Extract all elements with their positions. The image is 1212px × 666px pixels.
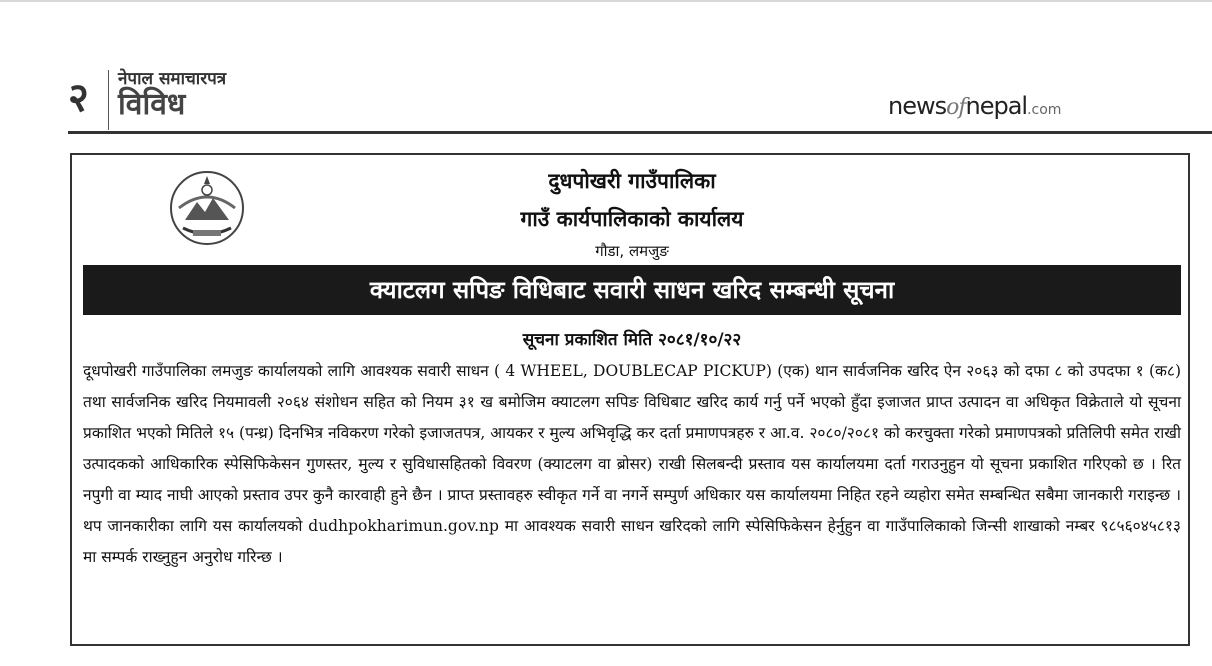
office-location: गौडा, लमजुङ	[595, 242, 669, 260]
logo-nepal: nepal	[965, 92, 1028, 120]
masthead-divider	[108, 70, 109, 130]
notice-body: दूधपोखरी गाउँपालिका लमजुङ कार्यालयको लागि आवश्यक सवारी साधन ( 4 WHEEL, DOUBLECAP PICKUP) (एक) थान सार्वजनिक खरिद ऐन २०६३ को दफा ८ को उपदफा १ (क८) तथा सार्वजनिक खरिद नियमावली २०६४ संशोधन सहित को नियम ३१ ख बमोजिम क्याटलग सपिङ विधिबाट खरिद कार्य गर्नु पर्ने भएको हुँदा इजाजत प्राप्त उत्पादन वा अधिकृत विक्रेताले यो सूचना प्रकाशित भएको मितिले १५ (पन्ध्र) दिनभित्र नविकरण गरेको इजाजतपत्र, आयकर र मुल्य अभिवृद्धि कर दर्ता प्रमाणपत्रहरु र आ.व. २०८०/२०८१ को करचुक्ता गरेको प्रमाणपत्रको प्रतिलिपी समेत राखी उत्पादकको आधिकारिक स्पेसिफिकेसन गुणस्तर, मुल्य र सुविधासहितको विवरण (क्याटलग वा ब्रोसर) राखी सिलबन्दी प्रस्ताव यस कार्यालयमा दर्ता गराउनुहुन यो सूचना प्रकाशित गरिएको छ । रित नपुगी वा म्याद नाघी आएको प्रस्ताव उपर कुनै कारवाही हुने छैन । प्राप्त प्रस्तावहरु स्वीकृत गर्ने वा नगर्ने सम्पुर्ण अधिकार यस कार्यालयमा निहित रहने व्यहोरा समेत सम्बन्धित सबैमा जानकारी गराइन्छ । थप जानकारीका लागि यस कार्यालयको dudhpokharimun.gov.np मा आवश्यक सवारी साधन खरिदको लागि स्पेसिफिकेसन हेर्नुहुन वा गाउँपालिकाको जिन्सी शाखाको नम्बर ९८५६०४५८१३ मा सम्पर्क राख्नुहुन अनुरोध गरिन्छ ।	[83, 362, 1181, 566]
published-date: सूचना प्रकाशित मिति २०८१/१०/२२	[522, 330, 742, 350]
section-title: विविध	[118, 87, 186, 122]
notice-box	[70, 153, 1190, 646]
paper-name: नेपाल समाचारपत्र	[118, 69, 227, 89]
office-subtitle: गाउँ कार्यपालिकाको कार्यालय	[520, 207, 744, 231]
masthead-rule	[68, 131, 1212, 134]
logo-com: .com	[1027, 102, 1062, 118]
logo-of: of	[946, 95, 966, 120]
office-name: दुधपोखरी गाउँपालिका	[548, 169, 716, 193]
notice-title: क्याटलग सपिङ विधिबाट सवारी साधन खरिद सम्बन्धी सूचना	[83, 265, 1181, 315]
top-border	[0, 0, 1212, 2]
site-logo	[888, 92, 1061, 120]
page-number: २	[68, 75, 89, 121]
logo-news: news	[888, 92, 947, 120]
